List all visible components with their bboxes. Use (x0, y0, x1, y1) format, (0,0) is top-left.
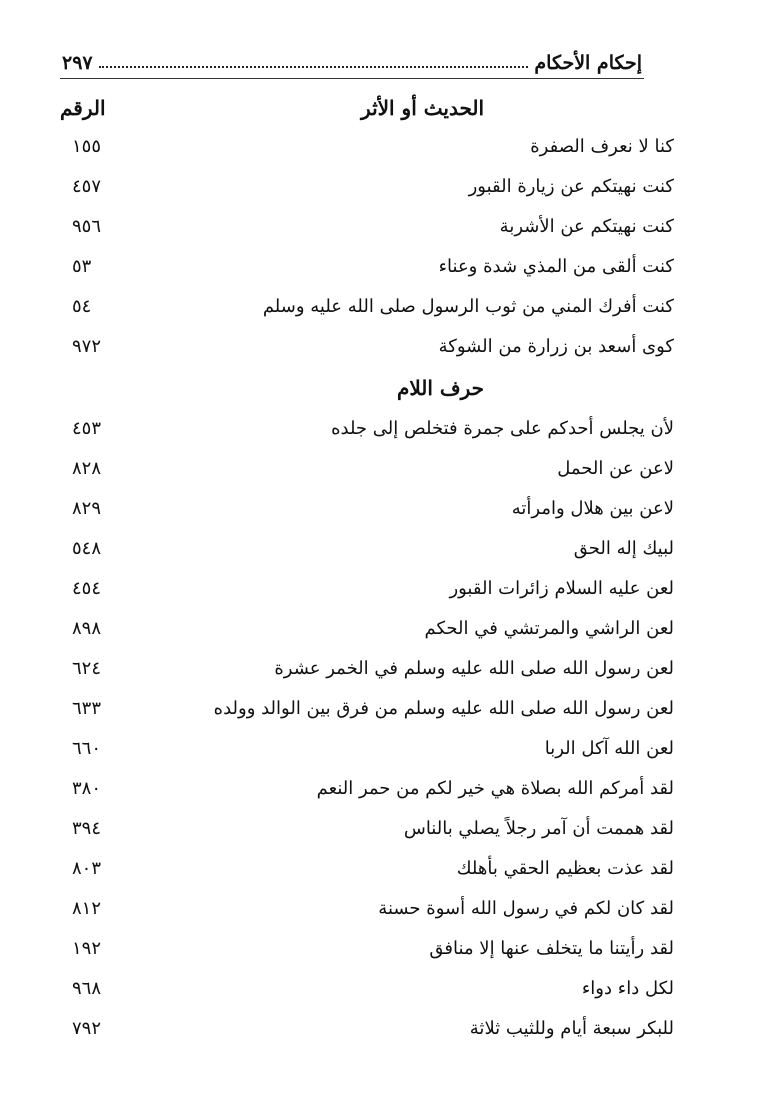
entry-number: ١٥٥ (72, 136, 102, 157)
index-entry (60, 609, 674, 649)
entry-text: كنت أفرك المني من ثوب الرسول صلى الله عليه وسلم (262, 296, 674, 317)
index-entry (60, 287, 674, 327)
entry-text: لعن رسول الله صلى الله عليه وسلم في الخمر عشرة (274, 658, 674, 679)
index-entry (60, 729, 674, 769)
index-entry (60, 689, 674, 729)
entry-text: كنت نهيتكم عن الأشربة (499, 216, 674, 237)
index-entry (60, 849, 674, 889)
index-entry (60, 969, 674, 1009)
index-entry (60, 409, 674, 449)
index-entry (60, 529, 674, 569)
index-entry (60, 649, 674, 689)
entry-text: لعن الراشي والمرتشي في الحكم (424, 618, 674, 639)
entry-text: لعن الله آكل الربا (544, 738, 674, 759)
entry-number: ٨٢٩ (72, 498, 102, 519)
entry-number: ٣٨٠ (72, 778, 102, 799)
entry-text: لقد رأيتنا ما يتخلف عنها إلا منافق (429, 938, 674, 959)
entry-number: ٩٧٢ (72, 336, 102, 357)
running-head (62, 40, 642, 74)
entry-number: ٣٩٤ (72, 818, 102, 839)
index-entry (60, 247, 674, 287)
entry-text: كنت ألقى من المذي شدة وعناء (438, 256, 674, 277)
entry-number: ٨٠٣ (72, 858, 102, 879)
index-entry (60, 489, 674, 529)
header-rule (60, 78, 644, 79)
entry-number: ٦٢٤ (72, 658, 102, 679)
index-entry (60, 127, 674, 167)
entry-text: كنت نهيتكم عن زيارة القبور (468, 176, 674, 197)
page-number: ٢٩٧ (62, 52, 93, 74)
index-entry (60, 889, 674, 929)
entry-number: ٤٥٣ (72, 418, 102, 439)
entry-text: لقد كان لكم في رسول الله أسوة حسنة (378, 898, 674, 919)
entry-number: ١٩٢ (72, 938, 102, 959)
entry-number: ٤٥٤ (72, 578, 102, 599)
column-header-number: الرقم (60, 96, 106, 120)
index-entry (60, 929, 674, 969)
entry-number: ٩٥٦ (72, 216, 102, 237)
index-entry (60, 449, 674, 489)
entry-text: لأن يجلس أحدكم على جمرة فتخلص إلى جلده (331, 418, 674, 439)
entry-number: ٦٦٠ (72, 738, 102, 759)
entry-text: لاعن بين هلال وامرأته (511, 498, 674, 519)
index-entry (60, 167, 674, 207)
index-entry (60, 207, 674, 247)
entry-text: لعن رسول الله صلى الله عليه وسلم من فرق بين الوالد وولده (213, 698, 674, 719)
entry-text: لاعن عن الحمل (557, 458, 674, 479)
index-entry (60, 1009, 674, 1049)
column-headers (60, 92, 674, 128)
entry-number: ٥٣ (72, 256, 92, 277)
entry-text: لقد هممت أن آمر رجلاً يصلي بالناس (403, 818, 674, 839)
entry-number: ٨٢٨ (72, 458, 102, 479)
entry-text: كوى أسعد بن زرارة من الشوكة (438, 336, 674, 357)
entry-text: لكل داء دواء (581, 978, 674, 999)
section-title: حرف اللام (396, 376, 484, 400)
book-title: إحكام الأحكام (534, 52, 642, 74)
entry-number: ٥٤ (72, 296, 92, 317)
entry-number: ٤٥٧ (72, 176, 102, 197)
index-entry (60, 569, 674, 609)
entry-number: ٦٣٣ (72, 698, 102, 719)
entry-text: لقد عذت بعظيم الحقي بأهلك (456, 858, 674, 879)
index-entry (60, 769, 674, 809)
entry-number: ٨١٢ (72, 898, 102, 919)
section-heading-lam (60, 367, 674, 409)
entry-text: لقد أمركم الله بصلاة هي خير لكم من حمر النعم (316, 778, 674, 799)
entry-text: لبيك إله الحق (573, 538, 674, 559)
entry-number: ٨٩٨ (72, 618, 102, 639)
index-entries (60, 127, 674, 1049)
entry-text: للبكر سبعة أيام وللثيب ثلاثة (469, 1018, 674, 1039)
entry-number: ٥٤٨ (72, 538, 102, 559)
entry-text: لعن عليه السلام زائرات القبور (449, 578, 674, 599)
entry-number: ٧٩٢ (72, 1018, 102, 1039)
leader-dots (99, 65, 529, 68)
entry-number: ٩٦٨ (72, 978, 102, 999)
column-header-hadith: الحديث أو الأثر (361, 96, 484, 120)
entry-text: كنا لا نعرف الصفرة (530, 136, 674, 157)
index-entry (60, 327, 674, 367)
index-entry (60, 809, 674, 849)
